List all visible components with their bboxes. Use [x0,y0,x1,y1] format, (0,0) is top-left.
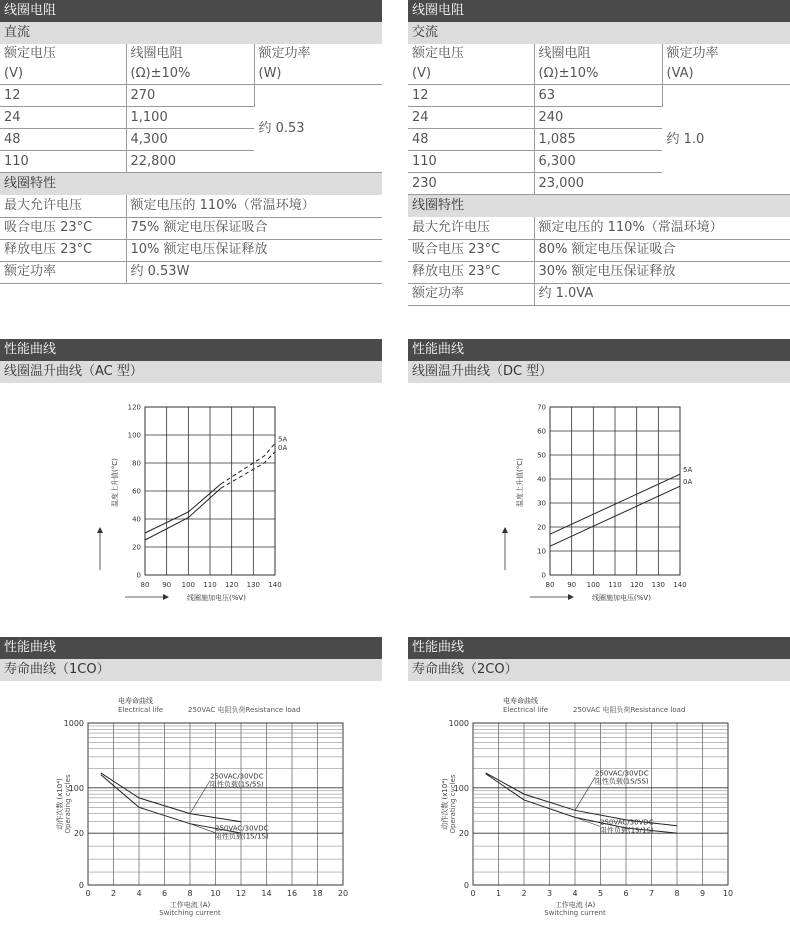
x-axis-label: 工作电流 (A) [554,901,596,909]
x-tick-label: 12 [235,889,247,898]
temp-dc-title: 线圈温升曲线（DC 型） [408,361,790,383]
x-tick-label: 4 [136,889,142,898]
x-axis-label: 线圈施加电压(%V) [187,594,246,602]
table-row: 48 4,300 [0,129,382,151]
x-tick-label: 16 [286,889,298,898]
table-row: 48 1,085 [408,129,790,151]
x-axis-label-en: Switching current [159,909,221,917]
table-row: 吸合电压 23°C 75% 额定电压保证吸合 [0,217,382,239]
chart-subtitle: 250VAC 电阻负荷Resistance load [573,706,686,714]
series-line-dashed [221,452,275,488]
y-axis-label: 动作次数 (x10⁴) [441,778,449,830]
chart-title: 电寿命曲线 [503,697,538,705]
temp-ac-chart [90,395,330,615]
x-tick-label: 110 [203,581,217,589]
series-label: 阻性负载(1S/5S) [595,777,649,786]
x-tick-label: 140 [673,581,687,589]
x-tick-label: 8 [187,889,193,898]
table-row: 额定功率 约 1.0VA [408,283,790,305]
x-axis-label: 线圈施加电压(%V) [592,594,651,602]
dc-char-header: 线圈特性 [0,173,382,195]
table-row: 12 270 约 0.53 [0,85,382,107]
y-tick-label: 120 [127,403,141,412]
y-axis-label: 温度上升值(°C) [516,458,524,508]
life2-title: 寿命曲线（2CO） [408,659,790,681]
series-label: 250VAC/30VDC [215,824,269,833]
x-tick-label: 1 [495,889,502,898]
series-label: 250VAC/30VDC [595,769,649,778]
ac-char-table [408,217,790,306]
x-arrow-head [568,594,574,600]
dc-col2-header: 线圈电阻 (Ω)±10% [126,44,254,85]
y-tick-label: 20 [458,829,469,839]
x-tick-label: 9 [699,889,706,898]
y-axis-label-en: Operating cycles [449,774,457,834]
series-label: 5A [683,466,693,475]
perf-header: 性能曲线 [0,637,382,659]
ac-col2-header: 线圈电阻 (Ω)±10% [534,44,662,85]
life1-title: 寿命曲线（1CO） [0,659,382,681]
y-tick-label: 60 [132,487,141,496]
y-tick-label: 80 [132,459,141,468]
y-tick-label: 20 [537,523,546,532]
chart-title: 电寿命曲线 [118,697,153,705]
temp-dc-chart [495,395,735,615]
ac-char-header: 线圈特性 [408,195,790,217]
y-tick-label: 10 [537,547,546,556]
x-tick-label: 140 [268,581,282,589]
y-axis-label: 温度上升值(°C) [111,458,119,508]
y-arrow-head [502,527,508,533]
chart-title-en: Electrical life [118,706,164,714]
x-axis-label-en: Switching current [544,909,606,917]
y-tick-label: 0 [78,881,84,890]
y-axis-label: 动作次数 (x10⁴) [56,778,64,830]
dc-section [0,0,382,284]
leader-line [575,777,595,810]
table-row: 释放电压 23°C 10% 额定电压保证释放 [0,239,382,261]
x-tick-label: 130 [246,581,261,589]
chart-title-en: Electrical life [503,706,549,714]
series-label: 250VAC/30VDC [210,772,264,781]
y-tick-label: 20 [73,829,84,839]
dc-power-value: 约 0.53 [254,85,382,173]
y-tick-label: 1000 [63,719,84,728]
temp-ac-section [0,339,382,383]
series-label: 阻性负载(1S/5S) [210,780,264,789]
x-tick-label: 20 [337,889,349,898]
y-tick-label: 30 [537,499,546,508]
y-arrow-head [97,527,103,533]
x-tick-label: 10 [210,889,221,898]
temp-ac-title: 线圈温升曲线（AC 型） [0,361,382,383]
dc-subheader: 直流 [0,22,382,44]
x-tick-label: 8 [674,889,680,898]
x-tick-label: 90 [162,581,172,589]
x-tick-label: 100 [181,581,196,589]
leader-line [190,824,215,833]
temp-dc-section [408,339,790,383]
x-tick-label: 100 [586,581,601,589]
dc-header: 线圈电阻 [0,0,382,22]
y-tick-label: 100 [68,783,84,793]
x-tick-label: 6 [161,889,168,898]
y-tick-label: 40 [132,515,141,524]
x-tick-label: 80 [140,581,150,589]
perf-header: 性能曲线 [0,339,382,361]
ac-resistance-table [408,44,790,195]
x-tick-label: 0 [470,889,476,898]
x-tick-label: 0 [85,889,91,898]
series-line-dashed [221,443,275,484]
series-label: 5A [278,435,288,444]
y-tick-label: 0 [541,571,546,580]
table-row: 230 23,000 [408,173,790,195]
table-row: 最大允许电压 额定电压的 110%（常温环境） [0,195,382,217]
y-tick-label: 0 [136,571,141,580]
y-tick-label: 1000 [448,719,469,728]
table-row: 额定功率 约 0.53W [0,261,382,283]
dc-col3-header: 额定功率 (W) [254,44,382,85]
ac-power-value: 约 1.0 [662,85,790,195]
life1-chart [40,695,370,925]
ac-col3-header: 额定功率 (VA) [662,44,790,85]
x-tick-label: 4 [572,889,578,898]
table-row: 吸合电压 23°C 80% 额定电压保证吸合 [408,239,790,261]
table-row: 12 63 约 1.0 [408,85,790,107]
leader-line [190,781,210,814]
x-tick-label: 14 [261,889,272,898]
series-label: 阻性负载(1S/1S) [600,826,654,835]
table-row: 24 1,100 [0,107,382,129]
perf-header: 性能曲线 [408,339,790,361]
ac-header: 线圈电阻 [408,0,790,22]
y-tick-label: 0 [463,881,469,890]
x-tick-label: 3 [546,889,553,898]
x-tick-label: 2 [110,889,117,898]
y-tick-label: 70 [537,403,546,412]
y-tick-label: 50 [537,451,546,460]
table-row: 110 6,300 [408,151,790,173]
x-tick-label: 120 [629,581,644,589]
ac-subheader: 交流 [408,22,790,44]
perf-header: 性能曲线 [408,637,790,659]
x-tick-label: 18 [312,889,323,898]
x-tick-label: 80 [545,581,555,589]
ac-col1-header: 额定电压 (V) [408,44,534,85]
x-tick-label: 120 [224,581,239,589]
dc-char-table [0,195,382,284]
x-tick-label: 7 [648,889,655,898]
y-tick-label: 60 [537,427,546,436]
x-tick-label: 90 [567,581,577,589]
x-tick-label: 6 [623,889,629,898]
life1-section [0,637,382,681]
series-label: 阻性负载(1S/1S) [215,832,269,841]
ac-section [408,0,790,306]
y-tick-label: 40 [537,475,546,484]
x-tick-label: 130 [651,581,666,589]
table-row: 24 240 [408,107,790,129]
life2-section [408,637,790,681]
life2-chart [425,695,755,925]
y-tick-label: 100 [127,431,141,440]
table-row: 110 22,800 [0,151,382,173]
series-label: 0A [683,478,693,487]
dc-resistance-table [0,44,382,173]
x-tick-label: 5 [597,889,604,898]
table-row: 释放电压 23°C 30% 额定电压保证释放 [408,261,790,283]
x-tick-label: 2 [521,889,527,898]
x-arrow-head [163,594,169,600]
x-axis-label: 工作电流 (A) [169,901,211,909]
x-tick-label: 110 [608,581,622,589]
series-label: 0A [278,443,288,452]
series-label: 250VAC/30VDC [600,818,654,827]
y-axis-label-en: Operating cycles [64,774,72,834]
y-tick-label: 100 [453,783,469,793]
table-row: 最大允许电压 额定电压的 110%（常温环境） [408,217,790,239]
chart-subtitle: 250VAC 电阻负荷Resistance load [188,706,301,714]
y-tick-label: 20 [132,543,141,552]
dc-col1-header: 额定电压 (V) [0,44,126,85]
x-tick-label: 10 [722,889,734,898]
